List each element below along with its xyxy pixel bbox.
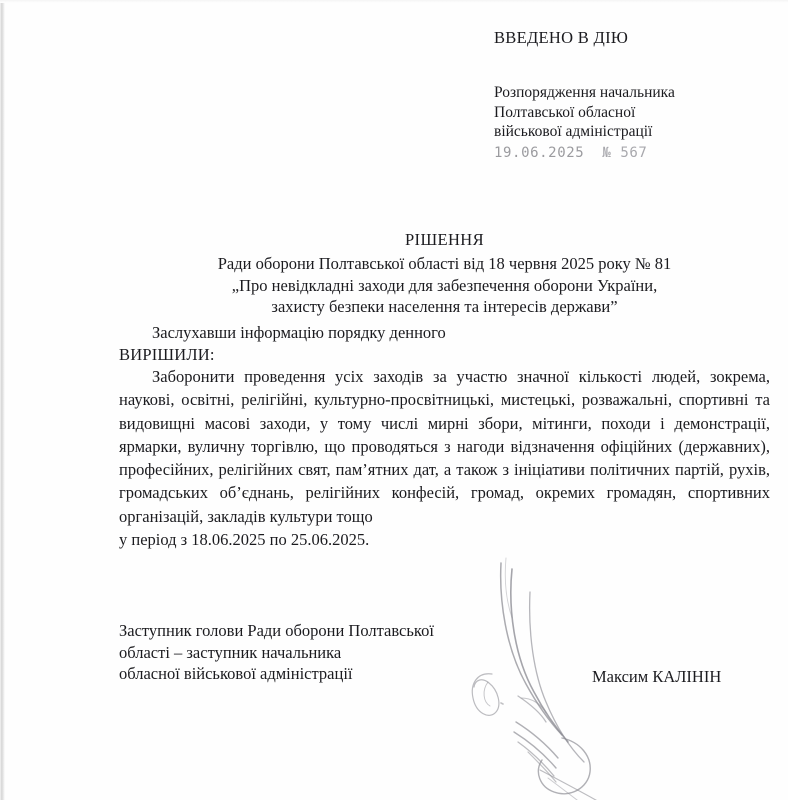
approval-line-2: Полтавської обласної [494,103,636,121]
approval-line-3: військової адміністрації [494,123,653,140]
document-quote-line-2: захисту безпеки населення та інтересів держави” [271,297,618,316]
approval-stamp-number: № 567 [602,144,648,161]
approval-body [494,83,784,163]
signature-block [119,620,770,685]
preamble-resolved: ВИРІШИЛИ: [119,344,215,364]
approval-stamp-date: 19.06.2025 [494,144,585,161]
approval-line-1: Розпорядження начальника [494,84,675,101]
document-title-block [119,229,770,318]
body-paragraph: Заборонити проведення усіх заходів за участю значної кількості людей, зокрема, наукові, освітні, релігійні, культурно-просвітницькі, мистецькі, розважальні, спортивні та видовищні масові заходи, у тому числі мирні збори, мітинги, походи і демонстрації, ярмарки, вуличну торгівлю, що проводяться з нагоди відзначення офіційних (державних), професійних, релігійних свят, пам’ятних дат, а також з ініціативи політичних партій, рухів, громадських об’єднань, релігійних конфесій, громад, окремих громадян, спортивних організацій, закладів культури тощо [119,367,770,526]
signatory-position [119,620,499,685]
body-text [119,365,770,551]
document-quote-line-1: „Про невідкладні заходи для забезпечення оборони України, [231,275,658,295]
scan-edge-left [0,0,5,800]
approval-stamp-line [494,144,784,164]
preamble [119,322,770,365]
approval-title: ВВЕДЕНО В ДІЮ [494,28,629,47]
scan-edge-top [0,0,788,3]
signatory-name: Максим КАЛІНІН [592,667,722,686]
preamble-heard: Заслухавши інформацію порядку денного [152,323,446,342]
signatory-position-line-2: області – заступник начальника [119,642,342,662]
signatory-position-line-3: обласної військової адміністрації [119,664,353,683]
approval-header [494,28,784,163]
body-period-line: у період з 18.06.2025 по 25.06.2025. [119,530,370,550]
document-subject: Ради оборони Полтавської області від 18 червня 2025 року № 81 [217,254,672,273]
signatory-position-line-1: Заступник голови Ради оборони Полтавської [119,621,434,640]
document-kind: РІШЕННЯ [404,230,485,249]
